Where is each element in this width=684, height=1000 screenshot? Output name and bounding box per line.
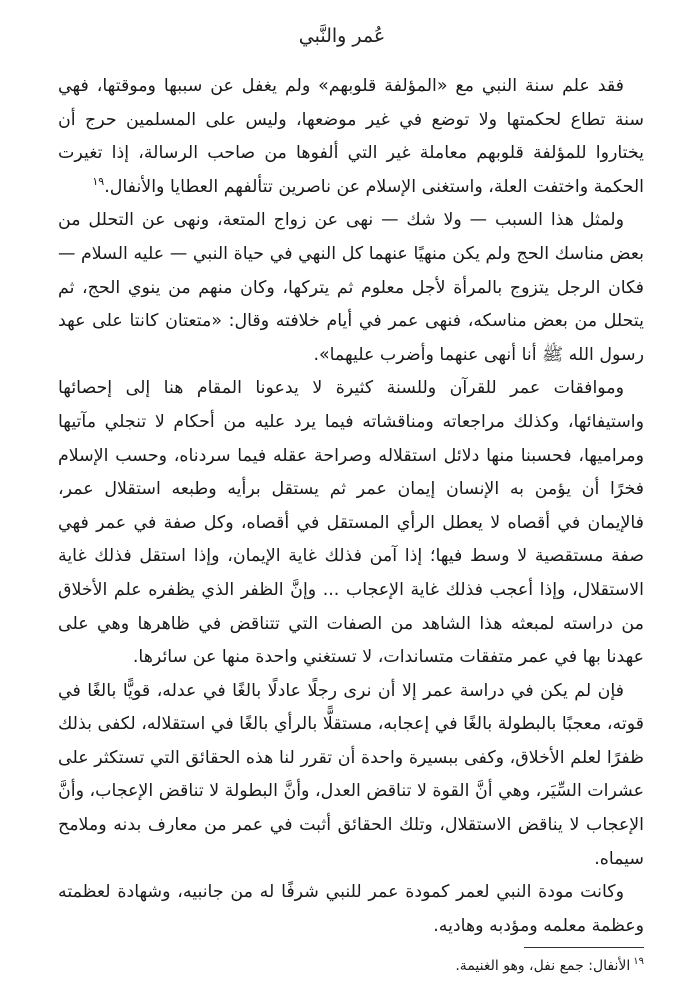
paragraph bbox=[58, 876, 644, 943]
paragraph bbox=[58, 204, 644, 372]
footnote-divider bbox=[524, 947, 644, 948]
paragraph bbox=[58, 70, 644, 204]
paragraph bbox=[58, 372, 644, 674]
footnote-marker: ١٩ bbox=[92, 174, 105, 188]
paragraph-text: وكانت مودة النبي لعمر كمودة عمر للنبي شرفًا له من جانبيه، وشهادة لعظمته وعظمة معلمه ومؤدبه وهاديه. bbox=[58, 882, 644, 936]
footnote-number: ١٩ bbox=[633, 956, 644, 968]
paragraph-text: فقد علم سنة النبي مع «المؤلفة قلوبهم» ولم يغفل عن سببها وموقتها، فهي سنة تطاع لحكمتها ولا توضع في غير موضعها، وليس على المسلمين حرج أن يختاروا للمؤلفة قلوبهم معاملة غير التي ألفوها من صاحب الرسالة، إذا تغيرت الحكمة واختفت العلة، واستغنى الإسلام عن ناصرين تتألفهم العطايا والأنفال. bbox=[58, 76, 644, 197]
paragraph-text: فإن لم يكن في دراسة عمر إلا أن نرى رجلًا عادلًا بالغًا في عدله، قويًّا بالغًا في قوته، معجبًا بالبطولة بالغًا في إعجابه، مستقلًّا بالرأي بالغًا في استقلاله، لكفى بذلك ظفرًا لعلم الأخلاق، وكفى ببسيرة واحدة أن تقرر لنا هذه الحقائق التي تستكثر على عشرات السِّيَر، وهي أنَّ القوة لا تناقض العدل، وأنَّ البطولة لا تناقض الإعجاب، وأنَّ الإعجاب لا يناقض الاستقلال، وتلك الحقائق أثبت في عمر من معارف بدنه وملامح سيماه. bbox=[58, 680, 644, 869]
footnote bbox=[58, 955, 644, 977]
body-text bbox=[58, 70, 644, 943]
footnote-text: الأنفال: جمع نفل، وهو الغنيمة. bbox=[455, 958, 631, 974]
paragraph-text: وموافقات عمر للقرآن وللسنة كثيرة لا يدعونا المقام هنا إلى إحصائها واستيفائها، وكذلك مراجعاته ومناقشاته فيما يرد عليه من أحكام لا تنجلي مآتيها ومراميها، فحسبنا منها دلائل استقلاله وصراحة عقله فيما سردناه، وحسب الإسلام فخرًا أن يؤمن به الإنسان إيمان عمر ثم يستقل برأيه وطبعه استقلال عمر، فالإيمان في أقصاه لا يعطل الرأي المستقل في أقصاه، وكل صفة في عمر فهي صفة مستقصية لا وسط فيها؛ إذا آمن فذلك غاية الإيمان، وإذا استقل فذلك غاية الاستقلال، وإذا أعجب فذلك غاية الإعجاب ... وإنَّ الظفر الذي يظفره علم الأخلاق من دراسته لمبعثه هذا الشاهد من الصفات التي تتناقض في ظاهرها وهي على عهدنا بها في عمر متفقات متساندات، لا تستغني واحدة منها عن سائرها. bbox=[58, 378, 644, 668]
paragraph-text: ولمثل هذا السبب — ولا شك — نهى عن زواج المتعة، ونهى عن التحلل من بعض مناسك الحج ولم يكن منهيًا عنهما كل النهي في حياة النبي — عليه السلام — فكان الرجل يتزوج بالمرأة لأجل معلوم ثم يتركها، وكان منهم من ينوي الحج، ثم يتحلل من بعض مناسكه، فنهى عمر في أيام خلافته وقال: «متعتان كانتا على عهد رسول الله ﷺ أنا أنهى عنهما وأضرب عليهما». bbox=[58, 210, 644, 365]
paragraph bbox=[58, 675, 644, 877]
running-header: عُمر والنَّبي bbox=[298, 25, 386, 47]
